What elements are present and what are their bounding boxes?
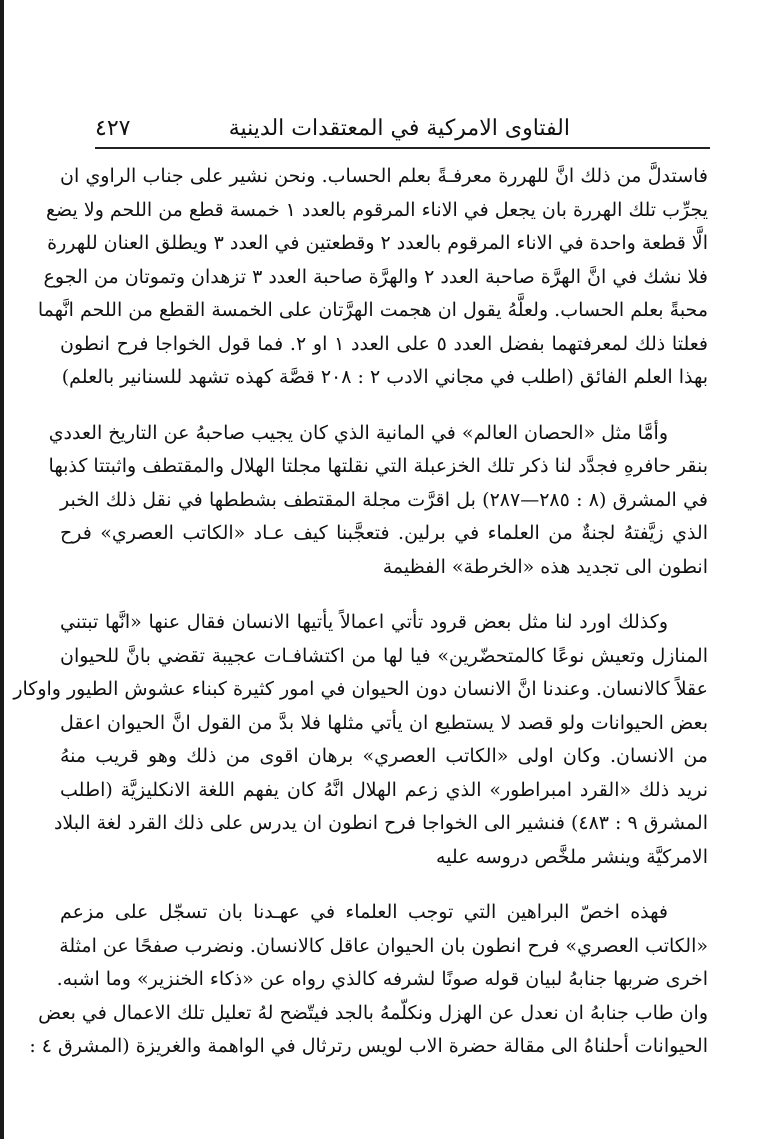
text-line: الذي زيَّفتهُ لجنةٌ من العلماء في برلين. فتعجَّبنا كيف عـاد «الكاتب العصري» فرح <box>60 522 708 544</box>
text-line: الَّا قطعة واحدة في الاناء المرقوم بالعدد ٢ وقطعتين في العدد ٣ ويطلق العنان للهررة <box>47 232 708 254</box>
page-number: ٤٢٧ <box>95 116 131 141</box>
text-line: المشرق ٩ : ٤٨٣) فنشير الى الخواجا فرح انطون ان يدرس على ذلك القرد لغة البلاد <box>53 812 708 834</box>
text-line: الامركيَّة وينشر ملخَّص دروسه عليه <box>435 845 708 868</box>
paragraph <box>13 606 708 874</box>
text-line: بهذا العلم الفائق (اطلب في مجاني الادب ٢ : ٢٠٨ قصَّة كهذه تشهد للسنانير بالعلم) <box>61 366 708 388</box>
text-line: «الكاتب العصري» فرح انطون بان الحيوان عاقل كالانسان. ونضرب صفحًا عن امثلة <box>59 934 708 957</box>
text-line: فعلتا ذلك لمعرفتهما بفضل العدد ٥ على العدد ١ او ٢. فما قول الخواجا فرح انطون <box>60 332 708 355</box>
text-line: محبةً بعلم الحساب. ولعلَّهُ يقول ان هجمت الهرَّتان على الخمسة القطع من اللحم انَّهما <box>37 299 708 321</box>
text-line: في المشرق (٨ : ٢٨٥—٢٨٧) بل اقرَّت مجلة المقتطف بشططها في نقل ذلك الخبر <box>60 488 709 511</box>
page-edge <box>0 0 4 1139</box>
paragraph <box>48 417 709 585</box>
text-line: بعض الحيوانات ولو قصد لا يستطيع ان يأتي مثلها فلا بدَّ من القول انَّ الحيوان اعقل <box>60 711 708 734</box>
paragraph <box>37 160 708 395</box>
text-line: نريد ذلك «القرد امبراطور» الذي زعم الهلال انَّهُ كان يفهم اللغة الانكليزيَّة (اطلب <box>60 778 708 801</box>
page-body <box>13 160 709 1064</box>
text-line: وأمَّا مثل «الحصان العالم» في المانية الذي كان يجيب صاحبهُ عن التاريخ العددي <box>48 421 668 444</box>
text-line: اخرى ضربها جنابهُ لبيان قوله صونًا لشرفه كالذي رواه عن «ذكاء الخنزير» وما اشبه. <box>56 968 708 990</box>
text-line: فلا نشك في انَّ الهرَّة صاحبة العدد ٢ والهرَّة صاحبة العدد ٣ تزهدان وتموتان من الجوع <box>43 265 708 288</box>
text-line: الحيوانات أحلناهُ الى مقالة حضرة الاب لويس رترثال في الواهمة والغريزة (المشرق ٤ : <box>29 1035 708 1057</box>
text-line: المنازل وتعيش نوعًا كالمتحضّرين» فيا لها من اكتشافـات عجيبة تقضي بانَّ للحيوان <box>60 644 708 667</box>
text-line: يجرِّب تلك الهررة بان يجعل في الاناء المرقوم بالعدد ١ خمسة قطع من اللحم ولا يضع <box>45 198 708 221</box>
text-line: وان طاب جنابهُ ان نعدل عن الهزل ونكلّمهُ بالجد فيتّضح لهُ تعليل تلك الاعمال في بعض <box>38 1001 708 1024</box>
text-line: عقلاً كالانسان. وعندنا انَّ الانسان دون الحيوان في امور كثيرة كبناء عشوش الطيور واوكار <box>13 678 708 700</box>
paragraph <box>29 896 708 1064</box>
text-line: بنقر حافرهِ فجدَّد لنا ذكر تلك الخزعبلة التي نقلتها مجلتا الهلال والمقتطف واثبتتا كذبها <box>48 455 708 477</box>
running-header <box>95 112 710 146</box>
text-line: انطون الى تجديد هذه «الخرطة» الفظيمة <box>382 555 708 578</box>
text-line: وكذلك اورد لنا مثل بعض قرود تأتي اعمالاً يأتيها الانسان فقال عنها «انَّها تبتني <box>60 611 668 633</box>
text-line: من الانسان. وكان اولى «الكاتب العصري» برهان اقوى من ذلك وهو قريب منهُ <box>60 745 708 767</box>
header-rule <box>95 147 710 149</box>
text-line: فهذه اخصّ البراهين التي توجب العلماء في عهـدنا بان تسجّل على مزعم <box>60 901 668 923</box>
header-title: الفتاوى الامركية في المعتقدات الدينية <box>228 116 570 141</box>
text-line: فاستدلَّ من ذلك انَّ للهررة معرفـةً بعلم الحساب. ونحن نشير على جناب الراوي ان <box>60 165 708 187</box>
